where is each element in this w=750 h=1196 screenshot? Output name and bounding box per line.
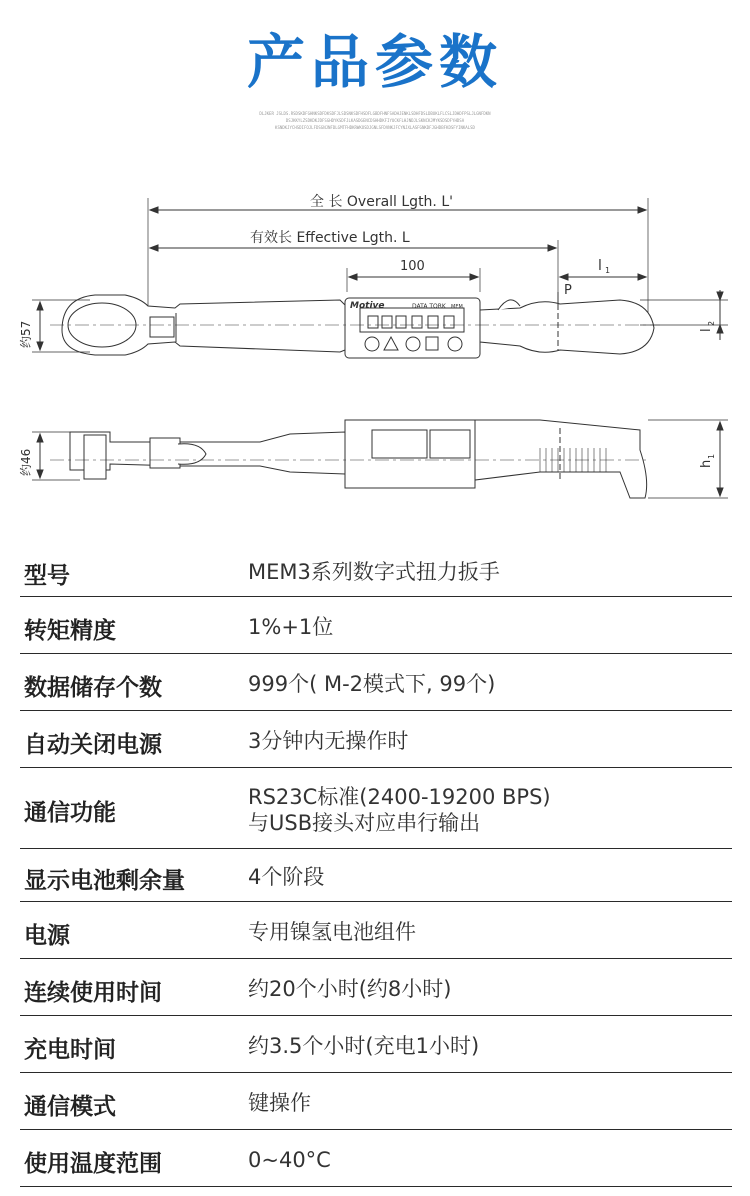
spec-label: 通信模式 [24,1094,116,1120]
page-title: 产品参数 [246,28,503,96]
spec-label: 数据储存个数 [24,675,162,701]
effective-length-label: 有效长 Effective Lgth. L [250,230,410,246]
spec-value-line: 与USB接头对应串行输出 [248,811,481,835]
spec-label: 电源 [24,923,70,949]
spec-value: 专用镍氢电池组件 [248,920,416,944]
spec-value: 4个阶段 [248,865,325,889]
spec-label: 使用温度范围 [24,1151,162,1177]
dimension-100-label: 100 [400,259,425,274]
dimension-p-label: P [564,283,572,298]
spec-value-line: RS23C标准(2400-19200 BPS) [248,785,551,809]
header-fine-print-line: DLJKER JSLDS.RSDSKDFGHNKSDFDKSDFJLSDSNKSDFHSDFLGBDFHNFSADHJENKLSDHFDSLDBUKLFLCSLJDHDFPSLJLGNFDKN [259,111,491,116]
table-row [20,1073,732,1130]
spec-value [248,784,551,836]
spec-value: 999个( M-2模式下, 99个) [248,672,496,696]
dimension-l1-subscript: 1 [605,266,611,275]
dimension-l2-label: l [699,328,714,332]
table-row [20,959,732,1016]
spec-value: 约3.5个小时(充电1小时) [248,1034,480,1058]
header-fine-print-line: DSJKKYLZSDKDKJDFSGHDYKSDFJLKASDGENCDSHHDKFIYUCKFLHJNDJLSKNCKJMYKSDSDFYHDSA [285,118,465,123]
spec-value: 1%+1位 [248,615,334,639]
dimension-l1-label: l [598,258,602,274]
spec-value: 3分钟内无操作时 [248,729,409,753]
dimension-h1-label: h [699,459,714,468]
dimension-l2-subscript: 2 [707,320,716,326]
overall-length-label: 全 长 Overall Lgth. L' [310,194,453,210]
dimension-57-label: 约57 [19,320,33,348]
spec-label: 自动关闭电源 [24,732,162,758]
spec-value: 键操作 [248,1091,311,1115]
dimension-h1-subscript: 1 [707,453,716,459]
wrench-technical-drawing [0,180,750,520]
spec-label: 型号 [24,563,70,589]
table-row [20,849,732,902]
table-row [20,1016,732,1073]
table-row [20,768,732,849]
table-row [20,654,732,711]
spec-label: 转矩精度 [24,618,116,644]
table-row [20,902,732,959]
model-badge: MEM [451,304,463,310]
table-row [20,711,732,768]
spec-label: 显示电池剩余量 [24,868,185,894]
brand-logo-text: Motive [350,301,385,311]
table-row [20,544,732,597]
table-row [20,597,732,654]
spec-label: 通信功能 [24,800,116,826]
header-fine-print-line: KSNDKJYCHSDIFOJLFDSGNJNFDLGMTFHDKRWKOSDJGNLSFDVNKJFCYNJXLASFGNKDFJGHDBFKDSFYINKALSD [275,125,475,130]
spec-value: 约20个小时(约8小时) [248,977,452,1001]
spec-value: MEM3系列数字式扭力扳手 [248,560,500,584]
spec-label: 充电时间 [24,1037,116,1063]
table-row [20,1130,732,1187]
dimension-46-label: 约46 [19,448,33,476]
spec-value: 0~40°C [248,1148,331,1172]
spec-label: 连续使用时间 [24,980,162,1006]
model-text: DATA TORK [412,303,446,310]
